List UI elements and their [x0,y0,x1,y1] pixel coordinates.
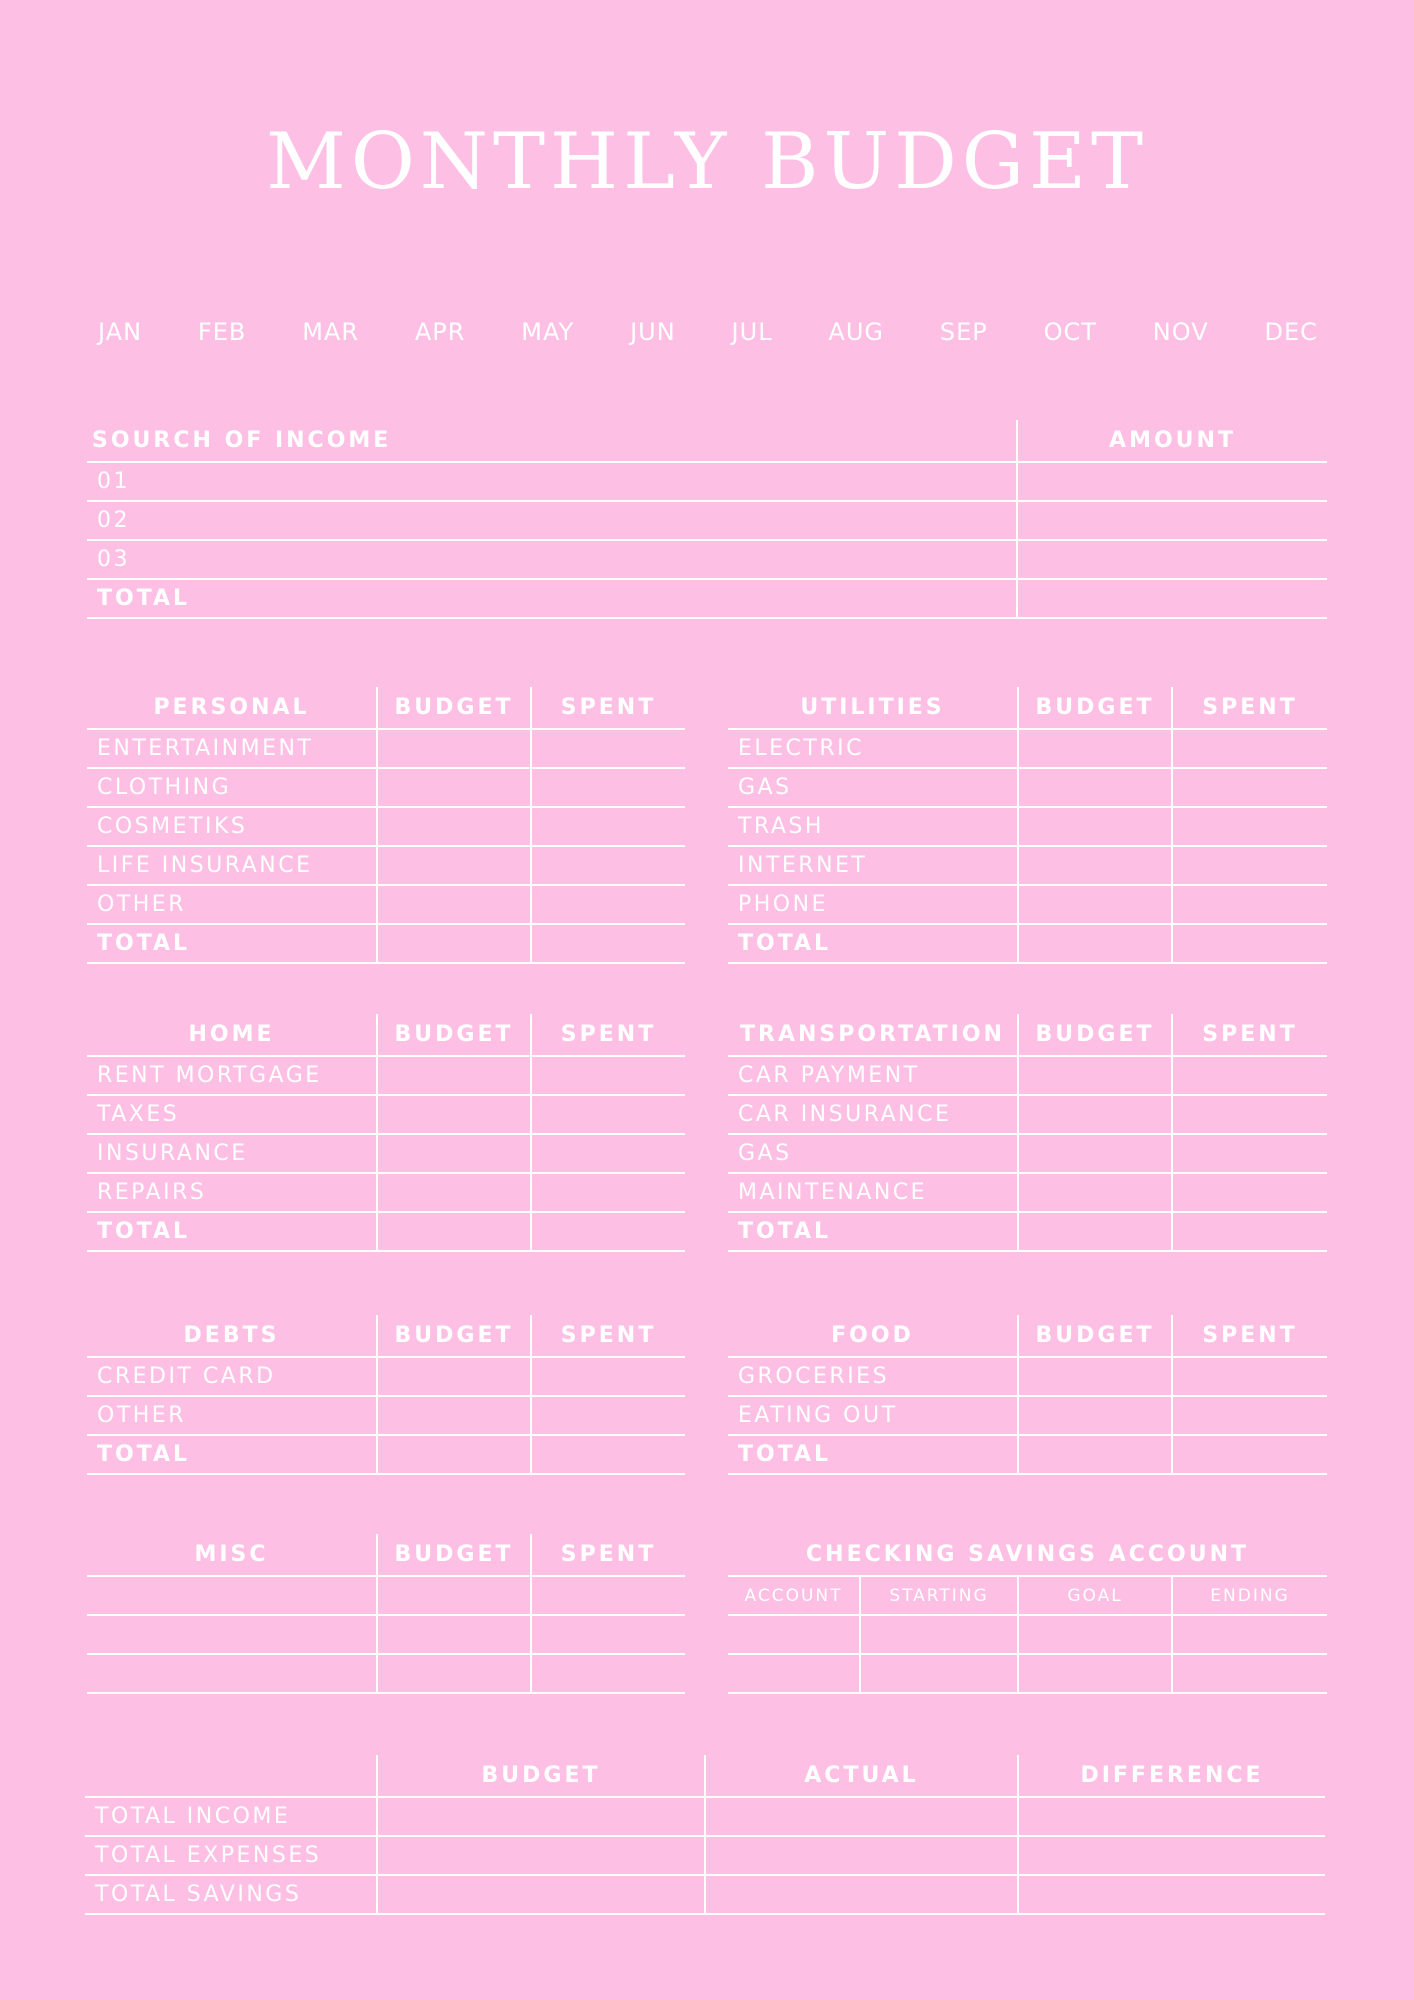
budget-cell[interactable] [377,1357,531,1396]
budget-header: BUDGET [1018,687,1172,729]
budget-cell[interactable] [377,1576,531,1615]
summary-actual-cell[interactable] [705,1836,1018,1875]
budget-cell[interactable] [377,1056,531,1095]
misc-table [87,1534,685,1694]
summary-row-label: TOTAL INCOME [85,1797,377,1836]
budget-header: BUDGET [377,687,531,729]
spent-cell[interactable] [1172,807,1327,846]
spent-cell[interactable] [531,1576,685,1615]
income-source-header: SOURCH OF INCOME [87,420,1017,462]
spent-cell[interactable] [531,1615,685,1654]
misc-header: MISC [87,1534,377,1576]
budget-cell[interactable] [377,846,531,885]
spent-total-cell[interactable] [1172,924,1327,963]
budget-header: BUDGET [377,1534,531,1576]
misc-label-cell[interactable] [87,1576,377,1615]
spent-header: SPENT [1172,1315,1327,1357]
expense-label: GAS [728,768,1018,807]
budget-header: BUDGET [377,1014,531,1056]
expense-label: INTERNET [728,846,1018,885]
debts-table [87,1315,685,1475]
expense-label: PHONE [728,885,1018,924]
utilities-header: UTILITIES [728,687,1018,729]
budget-cell[interactable] [1018,1173,1172,1212]
expense-label: TAXES [87,1095,377,1134]
spent-header: SPENT [1172,687,1327,729]
expense-label: RENT MORTGAGE [87,1056,377,1095]
expense-label: MAINTENANCE [728,1173,1018,1212]
spent-cell[interactable] [1172,1357,1327,1396]
starting-column-header: STARTING [860,1576,1018,1615]
expense-label: LIFE INSURANCE [87,846,377,885]
budget-cell[interactable] [1018,729,1172,768]
transportation-table [728,1014,1327,1252]
personal-header: PERSONAL [87,687,377,729]
summary-difference-cell[interactable] [1018,1797,1325,1836]
budget-cell[interactable] [1018,1396,1172,1435]
income-amount-cell[interactable] [1017,540,1327,579]
spent-cell[interactable] [531,1056,685,1095]
budget-cell[interactable] [377,729,531,768]
expense-label: INSURANCE [87,1134,377,1173]
month-mar[interactable]: MAR [302,318,359,346]
expense-label: ELECTRIC [728,729,1018,768]
expense-label: TRASH [728,807,1018,846]
spent-cell[interactable] [531,885,685,924]
ending-column-header: ENDING [1172,1576,1327,1615]
spent-cell[interactable] [1172,1396,1327,1435]
expense-label: REPAIRS [87,1173,377,1212]
spent-total-cell[interactable] [1172,1435,1327,1474]
budget-total-cell[interactable] [377,1435,531,1474]
expense-label: GROCERIES [728,1357,1018,1396]
spent-header: SPENT [531,1014,685,1056]
spent-header: SPENT [531,1534,685,1576]
budget-cell[interactable] [1018,768,1172,807]
budget-cell[interactable] [1018,1134,1172,1173]
spent-cell[interactable] [1172,729,1327,768]
checking-savings-header: CHECKING SAVINGS ACCOUNT [728,1534,1327,1576]
spent-cell[interactable] [531,1173,685,1212]
goal-column-header: GOAL [1018,1576,1172,1615]
spent-cell[interactable] [531,1357,685,1396]
income-amount-cell[interactable] [1017,501,1327,540]
total-label: TOTAL [728,924,1018,963]
summary-actual-header: ACTUAL [705,1755,1018,1797]
summary-actual-cell[interactable] [705,1875,1018,1914]
food-table [728,1315,1327,1475]
misc-label-cell[interactable] [87,1654,377,1693]
summary-budget-cell[interactable] [377,1797,705,1836]
budget-total-cell[interactable] [1018,924,1172,963]
spent-cell[interactable] [531,807,685,846]
personal-table [87,687,685,964]
month-jan[interactable]: JAN [98,318,143,346]
spent-cell[interactable] [1172,846,1327,885]
budget-cell[interactable] [1018,1056,1172,1095]
spent-cell[interactable] [531,1095,685,1134]
budget-total-cell[interactable] [1018,1212,1172,1251]
budget-cell[interactable] [377,1173,531,1212]
summary-budget-cell[interactable] [377,1875,705,1914]
account-cell[interactable] [728,1615,860,1654]
total-label: TOTAL [87,1435,377,1474]
income-row-label: 02 [87,501,1017,540]
budget-cell[interactable] [377,1095,531,1134]
expense-label: OTHER [87,1396,377,1435]
month-selector [98,318,1318,346]
checking-savings-table [728,1534,1327,1694]
income-total-label: TOTAL [87,579,1017,618]
goal-cell[interactable] [1018,1654,1172,1693]
spent-cell[interactable] [531,729,685,768]
month-may[interactable]: MAY [521,318,575,346]
expense-label: CREDIT CARD [87,1357,377,1396]
income-row-label: 03 [87,540,1017,579]
account-cell[interactable] [728,1654,860,1693]
spent-total-cell[interactable] [531,1435,685,1474]
spent-cell[interactable] [1172,768,1327,807]
expense-label: CAR PAYMENT [728,1056,1018,1095]
spent-header: SPENT [1172,1014,1327,1056]
ending-cell[interactable] [1172,1654,1327,1693]
income-row-label: 01 [87,462,1017,501]
expense-label: COSMETIKS [87,807,377,846]
month-nov[interactable]: NOV [1152,318,1209,346]
summary-table [85,1755,1325,1915]
budget-cell[interactable] [377,768,531,807]
debts-header: DEBTS [87,1315,377,1357]
spent-cell[interactable] [1172,1056,1327,1095]
income-amount-header: AMOUNT [1017,420,1327,462]
spent-cell[interactable] [531,1134,685,1173]
page-title: MONTHLY BUDGET [265,117,1149,207]
budget-cell[interactable] [1018,807,1172,846]
total-label: TOTAL [728,1435,1018,1474]
budget-cell[interactable] [377,1654,531,1693]
budget-header: BUDGET [1018,1014,1172,1056]
home-header: HOME [87,1014,377,1056]
spent-header: SPENT [531,1315,685,1357]
summary-row-label: TOTAL EXPENSES [85,1836,377,1875]
budget-cell[interactable] [377,885,531,924]
expense-label: EATING OUT [728,1396,1018,1435]
month-jun[interactable]: JUN [630,318,676,346]
summary-budget-header: BUDGET [377,1755,705,1797]
total-label: TOTAL [728,1212,1018,1251]
summary-difference-cell[interactable] [1018,1875,1325,1914]
expense-label: CAR INSURANCE [728,1095,1018,1134]
expense-label: OTHER [87,885,377,924]
month-jul[interactable]: JUL [731,318,773,346]
spent-cell[interactable] [1172,885,1327,924]
budget-cell[interactable] [377,1134,531,1173]
budget-header: BUDGET [1018,1315,1172,1357]
income-total-cell[interactable] [1017,579,1327,618]
summary-corner [85,1755,377,1797]
month-dec[interactable]: DEC [1264,318,1318,346]
month-feb[interactable]: FEB [197,318,247,346]
food-header: FOOD [728,1315,1018,1357]
budget-cell[interactable] [377,1615,531,1654]
spent-cell[interactable] [531,846,685,885]
month-apr[interactable]: APR [414,318,466,346]
budget-cell[interactable] [377,1396,531,1435]
spent-cell[interactable] [531,1654,685,1693]
month-oct[interactable]: OCT [1043,318,1097,346]
goal-cell[interactable] [1018,1615,1172,1654]
starting-cell[interactable] [860,1654,1018,1693]
expense-label: GAS [728,1134,1018,1173]
spent-total-cell[interactable] [531,1212,685,1251]
spent-cell[interactable] [1172,1134,1327,1173]
income-table [87,420,1327,619]
month-aug[interactable]: AUG [828,318,885,346]
budget-total-cell[interactable] [377,924,531,963]
budget-cell[interactable] [1018,846,1172,885]
summary-budget-cell[interactable] [377,1836,705,1875]
transportation-header: TRANSPORTATION [728,1014,1018,1056]
budget-cell[interactable] [1018,1095,1172,1134]
income-amount-cell[interactable] [1017,462,1327,501]
total-label: TOTAL [87,1212,377,1251]
account-column-header: ACCOUNT [728,1576,860,1615]
summary-difference-cell[interactable] [1018,1836,1325,1875]
spent-cell[interactable] [1172,1173,1327,1212]
budget-total-cell[interactable] [1018,1435,1172,1474]
spent-header: SPENT [531,687,685,729]
summary-row-label: TOTAL SAVINGS [85,1875,377,1914]
spent-cell[interactable] [531,1396,685,1435]
home-table [87,1014,685,1252]
spent-cell[interactable] [531,768,685,807]
ending-cell[interactable] [1172,1615,1327,1654]
budget-cell[interactable] [377,807,531,846]
spent-total-cell[interactable] [531,924,685,963]
spent-cell[interactable] [1172,1095,1327,1134]
expense-label: ENTERTAINMENT [87,729,377,768]
budget-total-cell[interactable] [377,1212,531,1251]
summary-difference-header: DIFFERENCE [1018,1755,1325,1797]
budget-header: BUDGET [377,1315,531,1357]
starting-cell[interactable] [860,1615,1018,1654]
budget-cell[interactable] [1018,1357,1172,1396]
spent-total-cell[interactable] [1172,1212,1327,1251]
total-label: TOTAL [87,924,377,963]
misc-label-cell[interactable] [87,1615,377,1654]
utilities-table [728,687,1327,964]
expense-label: CLOTHING [87,768,377,807]
summary-actual-cell[interactable] [705,1797,1018,1836]
month-sep[interactable]: SEP [939,318,988,346]
budget-cell[interactable] [1018,885,1172,924]
